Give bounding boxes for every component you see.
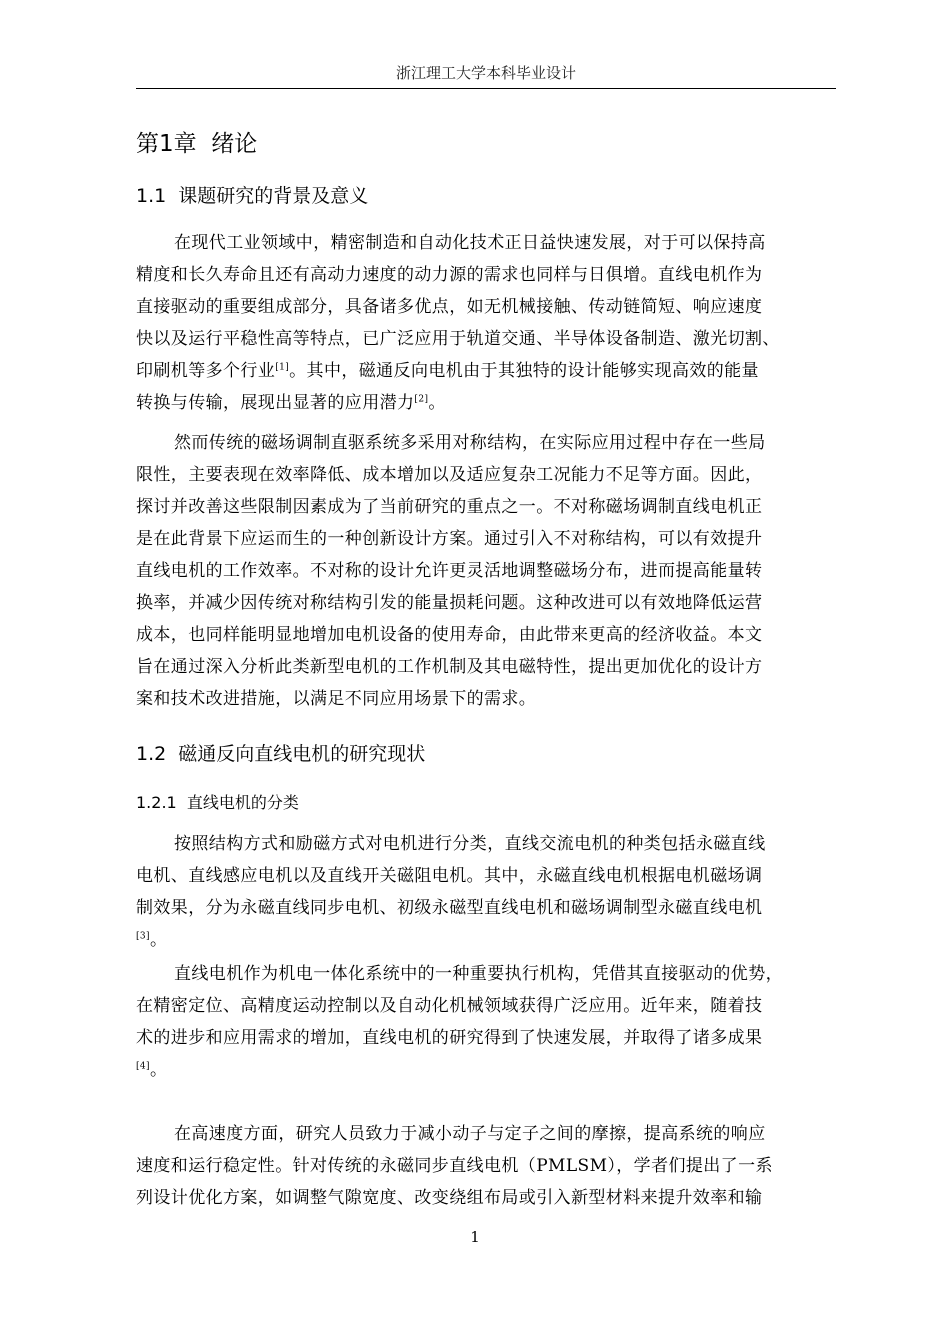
chapter-title: 第1章 绪论 <box>136 131 258 157</box>
text-line: 探讨并改善这些限制因素成为了当前研究的重点之一。不对称磁场调制直线电机正 <box>136 497 763 517</box>
page-number: 1 <box>470 1228 480 1246</box>
header-divider <box>136 88 836 89</box>
text-segment: 。 <box>428 393 446 413</box>
text-line <box>136 924 828 956</box>
text-line: 旨在通过深入分析此类新型电机的工作机制及其电磁特性，提出更加优化的设计方 <box>136 657 763 677</box>
text-line <box>136 355 828 387</box>
text-line: 快以及运行平稳性高等特点，已广泛应用于轨道交通、半导体设备制造、激光切割、 <box>136 329 780 349</box>
text-line: 在现代工业领域中，精密制造和自动化技术正日益快速发展，对于可以保持高 <box>174 233 766 253</box>
text-line <box>136 1054 828 1086</box>
subsection-title-1-2-1: 1.2.1 直线电机的分类 <box>136 793 299 812</box>
text-segment: 。其中，磁通反向电机由于其独特的设计能够实现高效的能量 <box>289 361 759 381</box>
text-line: 速度和运行稳定性。针对传统的永磁同步直线电机（PMLSM），学者们提出了一系 <box>136 1156 773 1176</box>
text-line: 案和技术改进措施，以满足不同应用场景下的需求。 <box>136 689 537 709</box>
citation-ref: [4] <box>136 1061 150 1072</box>
section-title-1-1: 1.1 课题研究的背景及意义 <box>136 185 369 207</box>
text-line: 电机、直线感应电机以及直线开关磁阻电机。其中，永磁直线电机根据电机磁场调 <box>136 866 763 886</box>
text-line: 列设计优化方案，如调整气隙宽度、改变绕组布局或引入新型材料来提升效率和输 <box>136 1188 763 1208</box>
text-line: 直接驱动的重要组成部分，具备诸多优点，如无机械接触、传动链简短、响应速度 <box>136 297 763 317</box>
text-segment: 转换与传输，展现出显著的应用潜力 <box>136 393 415 413</box>
paragraph-high-speed <box>136 1118 828 1214</box>
text-line: 在精密定位、高精度运动控制以及自动化机械领域获得广泛应用。近年来，随着技 <box>136 996 763 1016</box>
text-line: 制效果，分为永磁直线同步电机、初级永磁型直线电机和磁场调制型永磁直线电机 <box>136 898 763 918</box>
text-line: 是在此背景下应运而生的一种创新设计方案。通过引入不对称结构，可以有效提升 <box>136 529 763 549</box>
citation-ref: [2] <box>414 394 429 405</box>
citation-ref: [3] <box>136 931 150 942</box>
text-line: 直线电机作为机电一体化系统中的一种重要执行机构，凭借其直接驱动的优势， <box>174 964 783 984</box>
text-line: 精度和长久寿命且还有高动力速度的动力源的需求也同样与日俱增。直线电机作为 <box>136 265 763 285</box>
text-line: 成本，也同样能明显地增加电机设备的使用寿命，由此带来更高的经济收益。本文 <box>136 625 763 645</box>
text-line: 按照结构方式和励磁方式对电机进行分类，直线交流电机的种类包括永磁直线 <box>174 834 766 854</box>
section-title-1-2: 1.2 磁通反向直线电机的研究现状 <box>136 743 426 765</box>
citation-ref: [1] <box>275 362 290 373</box>
text-line <box>136 387 828 419</box>
paragraph-classification <box>136 828 828 956</box>
text-segment: 印刷机等多个行业 <box>136 361 276 381</box>
running-header: 浙江理工大学本科毕业设计 <box>395 64 576 82</box>
text-line: 术的进步和应用需求的增加，直线电机的研究得到了快速发展，并取得了诸多成果 <box>136 1028 763 1048</box>
paragraph-background-2 <box>136 427 828 715</box>
paragraph-applications <box>136 958 828 1086</box>
text-line: 换率，并减少因传统对称结构引发的能量损耗问题。这种改进可以有效地降低运营 <box>136 593 763 613</box>
text-line: 限性，主要表现在效率降低、成本增加以及适应复杂工况能力不足等方面。因此， <box>136 465 763 485</box>
text-segment: 。 <box>149 1060 168 1080</box>
text-line: 在高速度方面，研究人员致力于减小动子与定子之间的摩擦，提高系统的响应 <box>174 1124 766 1144</box>
paragraph-background-1 <box>136 227 828 419</box>
text-line: 然而传统的磁场调制直驱系统多采用对称结构，在实际应用过程中存在一些局 <box>174 433 766 453</box>
text-line: 直线电机的工作效率。不对称的设计允许更灵活地调整磁场分布，进而提高能量转 <box>136 561 763 581</box>
text-segment: 。 <box>149 930 168 950</box>
